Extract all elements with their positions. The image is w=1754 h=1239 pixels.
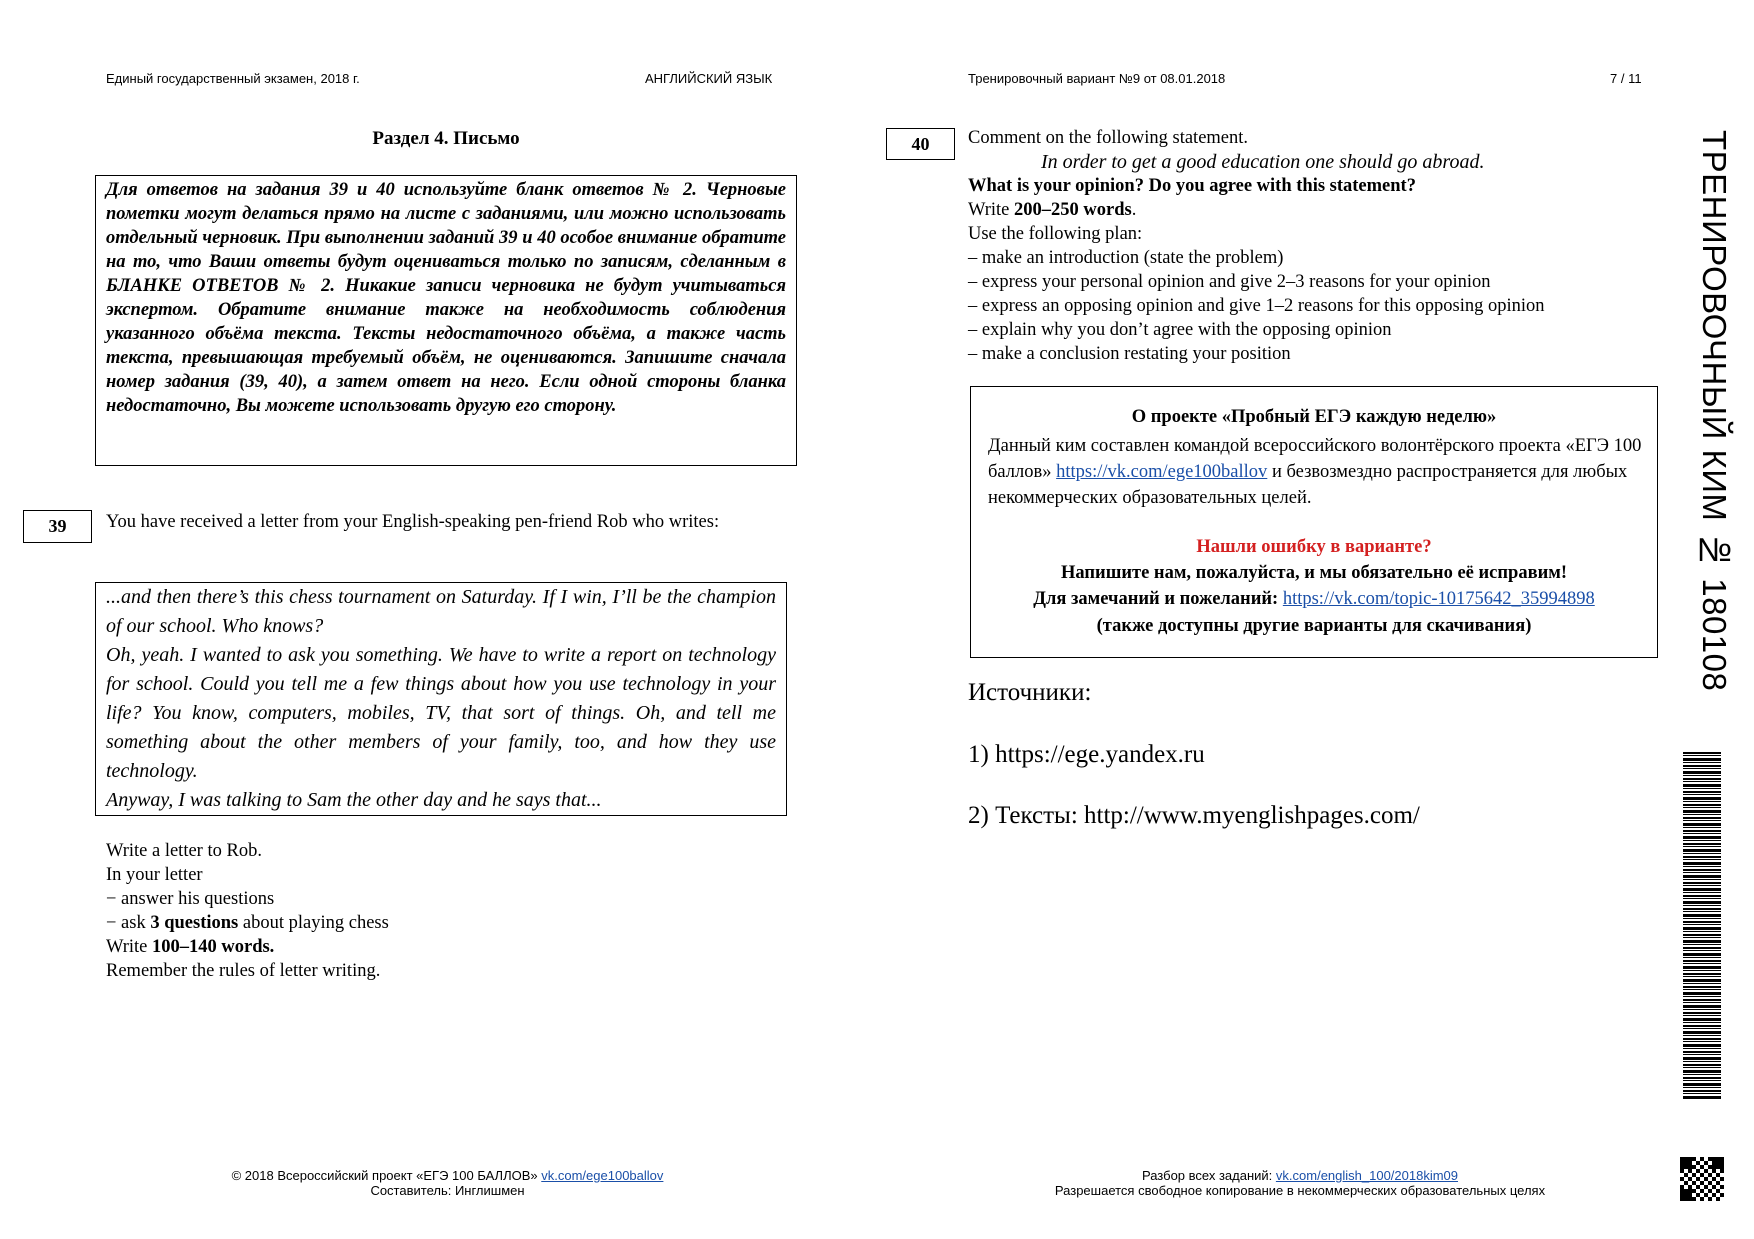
task-39-intro: You have received a letter from your English-speaking pen-friend Rob who writes: — [106, 512, 720, 532]
task-40-plan-intro: Use the following plan: — [968, 224, 1143, 244]
req-line: − answer his questions — [106, 889, 275, 909]
instructions-text: Для ответов на задания 39 и 40 используйте бланк ответов № 2. Черновые пометки могут делаться прямо на листе с заданиями, или можно использовать отдельный черновик. При выполнении заданий 39 и 40 особое внимание обратите на то, что Ваши ответы будут оцениваться только по записям, сделанным в БЛАНКЕ ОТВЕТОВ № 2. Никакие записи черновика не будут учитываться экспертом. Обратите внимание также на необходимость соблюдения указанного объёма текста. Тексты недостаточного объёма, а также часть текста, превышающая требуемый объём, не оцениваются. Запишите сначала номер задания (39, 40), а затем ответ на него. Если одной стороны бланка недостаточно, Вы можете использовать другую его сторону. — [106, 180, 786, 416]
vk-topic-link[interactable]: https://vk.com/topic-10175642_35994898 — [1282, 589, 1595, 609]
req-line: In your letter — [106, 865, 203, 885]
req-text: − ask — [106, 913, 151, 933]
req-bold: 200–250 words — [1014, 200, 1132, 220]
footer-left-line1 — [150, 1168, 745, 1183]
plan-item: – make a conclusion restating your position — [968, 344, 1291, 364]
task-39-requirements — [106, 839, 756, 983]
header-variant: Тренировочный вариант №9 от 08.01.2018 — [968, 71, 1226, 86]
about-project-box — [970, 386, 1658, 658]
task-40-line: Comment on the following statement. — [968, 128, 1249, 148]
req-text: Write — [106, 937, 152, 957]
footer-right — [1000, 1168, 1600, 1198]
plan-item: – make an introduction (state the problem) — [968, 248, 1284, 268]
header-subject: АНГЛИЙСКИЙ ЯЗЫК — [645, 71, 773, 86]
letter-paragraph: ...and then there’s this chess tournament on Saturday. If I win, I’ll be the champion of our school. Who knows? — [106, 586, 776, 637]
task-40-block — [968, 126, 1668, 366]
plan-item: – express an opposing opinion and give 1–2 reasons for this opposing opinion — [968, 296, 1545, 316]
footer-left — [150, 1168, 745, 1198]
footer-right-line1 — [1000, 1168, 1600, 1183]
plan-item: – explain why you don’t agree with the opposing opinion — [968, 320, 1392, 340]
task-40-word-count — [968, 198, 1668, 222]
req-line: Remember the rules of letter writing. — [106, 961, 381, 981]
letter-paragraph: Anyway, I was talking to Sam the other day and he says that... — [106, 789, 602, 811]
task-39-number: 39 — [23, 510, 92, 543]
source-1: 1) https://ege.yandex.ru — [968, 741, 1205, 768]
error-title: Нашли ошибку в варианте? — [1196, 537, 1432, 557]
req-text: about playing chess — [238, 913, 389, 933]
req-bold: 100–140 words. — [152, 937, 275, 957]
about-text — [988, 433, 1644, 511]
footer-text: © 2018 Всероссийский проект «ЕГЭ 100 БАЛЛОВ» — [231, 1168, 538, 1183]
about-text-part: Данный ким составлен командой всероссийского волонтёрского проекта «ЕГЭ 100 баллов» — [988, 436, 1642, 482]
header-exam-title: Единый государственный экзамен, 2018 г. — [106, 71, 360, 86]
plan-item: – express your personal opinion and give 2–3 reasons for your opinion — [968, 272, 1491, 292]
instructions-box — [95, 175, 797, 466]
req-bold: 3 questions — [150, 913, 239, 933]
rob-letter-box — [95, 582, 787, 816]
task-40-question: What is your opinion? Do you agree with this statement? — [968, 176, 1416, 196]
qr-code — [1680, 1157, 1724, 1201]
barcode — [1683, 752, 1721, 1100]
about-title: О проекте «Пробный ЕГЭ каждую неделю» — [1131, 407, 1497, 427]
sources-title: Источники: — [968, 679, 1092, 706]
side-kim-label: ТРЕНИРОВОЧНЫЙ КИМ № 180108 — [1696, 130, 1733, 692]
vk-project-link[interactable]: https://vk.com/ege100ballov — [1056, 462, 1268, 482]
write-us-text: Напишите нам, пожалуйста, и мы обязательно её исправим! — [1061, 563, 1567, 583]
about-text-part: и безвозмездно распространяется для любых некоммерческих образовательных целей. — [988, 462, 1628, 508]
section-title: Раздел 4. Письмо — [372, 128, 520, 149]
also-available-text: (также доступны другие варианты для скачивания) — [1096, 616, 1532, 636]
req-line — [106, 935, 756, 959]
req-text: . — [1131, 200, 1137, 220]
letter-paragraph: Oh, yeah. I wanted to ask you something. We have to write a report on technology for school. Could you tell me a few things about how you use technology in your life? You know, computers, mobiles, TV, that sort of things. Oh, and tell me something about the other members of your family, too, and how they use technology. — [106, 644, 776, 782]
task-40-number: 40 — [886, 128, 955, 160]
comments-line — [971, 589, 1657, 610]
footer-text: Разбор всех заданий: — [1141, 1168, 1273, 1183]
footer-right-line2: Разрешается свободное копирование в некоммерческих образовательных целях — [1054, 1183, 1546, 1198]
header-page-number: 7 / 11 — [1610, 71, 1642, 86]
footer-vk-link[interactable]: vk.com/ege100ballov — [541, 1168, 664, 1183]
req-line: Write a letter to Rob. — [106, 841, 262, 861]
footer-analysis-link[interactable]: vk.com/english_100/2018kim09 — [1275, 1168, 1459, 1183]
task-40-statement: In order to get a good education one should go abroad. — [1041, 151, 1485, 173]
req-line — [106, 911, 756, 935]
req-text: Write — [968, 200, 1014, 220]
source-2: 2) Тексты: http://www.myenglishpages.com/ — [968, 802, 1420, 829]
comments-label: Для замечаний и пожеланий: — [1033, 589, 1279, 609]
footer-left-line2: Составитель: Инглишмен — [370, 1183, 525, 1198]
